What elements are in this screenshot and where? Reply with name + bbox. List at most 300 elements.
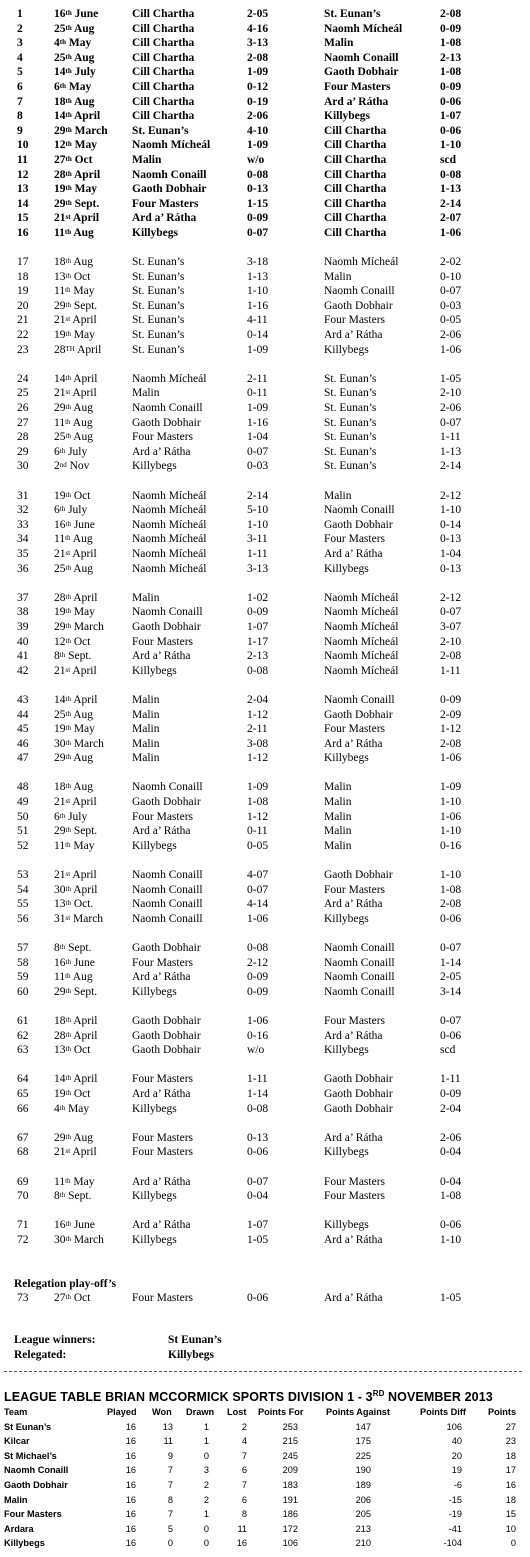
date-day: 18	[54, 1014, 66, 1027]
fixture-number: 23	[17, 343, 29, 356]
points-against: 225	[355, 1450, 371, 1461]
date-day: 27	[54, 153, 66, 166]
away-team: Ard a’ Rátha	[324, 95, 389, 108]
fixture-row	[0, 620, 530, 635]
home-team: Naomh Mícheál	[132, 547, 207, 560]
away-score: 0-07	[440, 942, 462, 954]
fixture-row	[0, 824, 530, 839]
fixture-row	[0, 503, 530, 518]
date-suffix: th	[65, 1088, 71, 1097]
home-team: St. Eunan’s	[132, 270, 185, 283]
fixture-number: 12	[17, 168, 29, 181]
away-score: 1-05	[440, 1292, 462, 1305]
won: 7	[167, 1465, 173, 1476]
home-score: 0-07	[247, 226, 269, 239]
away-score: scd	[440, 1044, 456, 1057]
away-score: 2-10	[440, 635, 462, 648]
home-team: Naomh Mícheál	[132, 489, 207, 502]
home-team: Killybegs	[132, 664, 177, 677]
points-diff: -6	[453, 1479, 462, 1490]
away-score: 1-10	[440, 796, 462, 809]
home-team: St. Eunan’s	[132, 343, 185, 356]
home-score: 0-08	[247, 942, 269, 954]
date-month: April	[72, 664, 97, 677]
date-day: 28	[54, 168, 66, 181]
fixture-number: 29	[17, 445, 29, 458]
fixture-date	[54, 95, 94, 110]
fixture-date	[54, 153, 93, 168]
date-suffix: st	[65, 213, 71, 222]
away-team: Naomh Conaill	[324, 51, 399, 64]
fixture-row	[0, 1014, 530, 1029]
fixture-date	[54, 343, 101, 358]
away-team: St. Eunan’s	[324, 372, 377, 385]
points-for: 253	[282, 1421, 298, 1432]
header-points-against: Points Against	[326, 1407, 390, 1417]
winners-value: St Eunan’s	[168, 1334, 222, 1346]
played: 16	[125, 1523, 136, 1534]
fixture-number: 70	[17, 1190, 29, 1203]
team-name: Kilcar	[4, 1436, 30, 1447]
fixture-row	[0, 430, 530, 445]
fixture-date	[54, 941, 91, 956]
home-team: Killybegs	[132, 226, 179, 239]
fixture-date	[54, 401, 93, 416]
fixture-group	[0, 1218, 530, 1247]
fixture-group	[0, 1014, 530, 1058]
fixture-number: 10	[17, 139, 29, 152]
away-score: 2-10	[440, 387, 462, 400]
date-suffix: th	[65, 957, 71, 966]
group-spacer	[0, 241, 530, 256]
fixture-row	[0, 22, 530, 37]
date-suffix: th	[65, 125, 72, 134]
away-team: Four Masters	[324, 1175, 386, 1188]
home-score: w/o	[247, 1044, 265, 1057]
date-suffix: nd	[59, 461, 67, 470]
fixture-row	[0, 401, 530, 416]
home-score: 0-03	[247, 460, 269, 473]
fixture-date	[54, 138, 97, 153]
fixture-date	[54, 270, 90, 285]
date-suffix: th	[65, 1030, 71, 1039]
away-team: St. Eunan’s	[324, 387, 377, 400]
date-month: Oct	[74, 153, 93, 166]
fixture-row	[0, 912, 530, 927]
away-team: Cill Chartha	[324, 226, 387, 239]
home-team: Naomh Conaill	[132, 898, 203, 911]
home-score: 0-08	[247, 168, 269, 181]
group-spacer	[0, 1247, 530, 1262]
fixture-date	[54, 197, 99, 212]
fixture-number: 54	[17, 883, 29, 896]
away-score: 3-14	[440, 985, 462, 998]
played: 16	[125, 1465, 136, 1476]
away-score: 2-06	[440, 1131, 462, 1144]
date-day: 8	[54, 650, 60, 663]
league-table-row	[0, 1480, 530, 1495]
date-suffix: th	[65, 52, 72, 61]
fixture-date	[54, 708, 93, 723]
away-team: Naomh Mícheál	[324, 606, 399, 619]
date-month: Aug	[73, 1131, 94, 1144]
fixture-group	[0, 489, 530, 577]
fixture-group	[0, 1131, 530, 1160]
home-team: St. Eunan’s	[132, 299, 185, 312]
home-team: Cill Chartha	[132, 37, 195, 50]
home-team: St. Eunan’s	[132, 256, 185, 269]
lost: 7	[241, 1479, 247, 1490]
home-team: Killybegs	[132, 839, 177, 852]
home-team: Gaoth Dobhair	[132, 620, 201, 633]
date-suffix: th	[65, 782, 71, 791]
fixture-row	[0, 372, 530, 387]
fixture-number: 58	[17, 956, 29, 969]
fixture-number: 67	[17, 1131, 29, 1144]
fixture-row	[0, 153, 530, 168]
date-suffix: th	[65, 140, 72, 149]
home-team: Malin	[132, 708, 160, 721]
fixture-row	[0, 518, 530, 533]
home-score: 1-09	[247, 139, 269, 152]
fixture-date	[54, 313, 97, 328]
date-day: 29	[54, 299, 66, 312]
away-team: Naomh Conaill	[324, 956, 395, 969]
fixture-row	[0, 547, 530, 562]
fixture-number: 6	[17, 80, 23, 93]
away-team: Naomh Mícheál	[324, 256, 399, 269]
away-team: Malin	[324, 781, 352, 794]
fixture-date	[54, 1014, 97, 1029]
date-day: 29	[54, 402, 66, 415]
fixture-date	[54, 255, 93, 270]
lost: 2	[241, 1421, 247, 1432]
date-suffix: th	[59, 1103, 66, 1112]
fixture-number: 13	[17, 183, 29, 196]
team-name: Killybegs	[4, 1538, 45, 1549]
date-suffix: th	[65, 23, 72, 32]
date-month: July	[68, 445, 88, 458]
home-team: Ard a’ Rátha	[132, 445, 191, 458]
fixture-date	[54, 503, 87, 518]
points-diff: -104	[443, 1538, 462, 1549]
fixture-row	[0, 708, 530, 723]
fixture-row	[0, 109, 530, 124]
away-team: Naomh Mícheál	[324, 650, 399, 663]
fixture-date	[54, 386, 97, 401]
fixture-number: 53	[17, 869, 29, 882]
fixture-number: 34	[17, 533, 29, 546]
away-team: Gaoth Dobhair	[324, 1087, 393, 1100]
date-month: Aug	[73, 781, 94, 794]
header-points-for: Points For	[258, 1407, 304, 1417]
away-team: Killybegs	[324, 110, 371, 123]
fixture-row	[0, 7, 530, 22]
drawn: 1	[203, 1509, 209, 1520]
date-month: April	[73, 1014, 98, 1027]
fixture-row	[0, 1145, 530, 1160]
away-score: 2-04	[440, 1102, 462, 1115]
points: 18	[505, 1450, 516, 1461]
date-suffix: th	[65, 490, 71, 499]
group-spacer	[0, 1160, 530, 1175]
date-day: 25	[54, 51, 66, 64]
fixture-date	[54, 489, 90, 504]
away-team: Ard a’ Rátha	[324, 737, 383, 750]
home-team: Naomh Conaill	[132, 781, 203, 794]
home-score: 3-13	[247, 562, 269, 575]
fixture-number: 11	[17, 153, 28, 166]
away-score: 2-06	[440, 402, 462, 415]
lost: 7	[241, 1450, 247, 1461]
date-suffix: st	[65, 315, 71, 324]
away-team: Gaoth Dobhair	[324, 1102, 393, 1115]
date-day: 18	[54, 781, 66, 794]
date-month: July	[74, 66, 96, 79]
date-month: May	[68, 80, 92, 93]
won: 11	[163, 1436, 173, 1447]
date-suffix: th	[65, 330, 71, 339]
date-month: April	[73, 693, 98, 706]
away-score: 0-06	[440, 95, 462, 108]
date-month: Aug	[72, 971, 93, 984]
fixture-row	[0, 1043, 530, 1058]
date-month: April	[72, 796, 97, 809]
fixture-number: 35	[17, 547, 29, 560]
fixture-number: 21	[17, 314, 29, 327]
home-team: Naomh Conaill	[132, 912, 203, 925]
fixture-number: 5	[17, 66, 23, 79]
fixture-number: 14	[17, 197, 29, 210]
date-day: 19	[54, 723, 66, 736]
date-day: 16	[54, 8, 66, 20]
home-team: Killybegs	[132, 1190, 177, 1203]
home-score: 0-09	[247, 212, 269, 225]
home-team: Killybegs	[132, 460, 177, 473]
away-score: 0-05	[440, 314, 462, 327]
date-month: Nov	[69, 460, 90, 473]
fixture-number: 50	[17, 810, 29, 823]
date-day: 13	[54, 1044, 66, 1057]
points-against: 189	[355, 1479, 371, 1490]
date-month: March	[74, 124, 108, 137]
date-suffix: th	[65, 198, 72, 207]
group-spacer	[0, 853, 530, 868]
away-score: scd	[440, 153, 456, 166]
fixture-row	[0, 343, 530, 358]
home-team: Four Masters	[132, 956, 194, 969]
points-against: 210	[355, 1538, 371, 1549]
fixture-number: 42	[17, 664, 29, 677]
fixture-row	[0, 1029, 530, 1044]
home-score: 0-13	[247, 1131, 269, 1144]
date-suffix: st	[65, 870, 71, 879]
home-team: St. Eunan’s	[132, 124, 189, 137]
fixture-number: 44	[17, 708, 29, 721]
points-for: 183	[282, 1479, 298, 1490]
date-suffix: st	[65, 913, 71, 922]
team-name: Ardara	[4, 1523, 34, 1534]
played: 16	[125, 1509, 136, 1520]
date-suffix: th	[65, 592, 71, 601]
fixture-date	[54, 883, 97, 898]
points-diff: -19	[448, 1509, 462, 1520]
date-day: 29	[54, 1131, 66, 1144]
fixture-number: 32	[17, 504, 29, 517]
home-score: 0-16	[247, 1029, 269, 1042]
date-suffix: th	[59, 505, 66, 514]
date-day: 19	[54, 606, 66, 619]
date-suffix: th	[65, 169, 72, 178]
home-team: Naomh Mícheál	[132, 518, 207, 531]
fixture-number: 28	[17, 431, 29, 444]
fixture-row	[0, 197, 530, 212]
fixture-group	[0, 868, 530, 926]
date-suffix: st	[65, 388, 71, 397]
date-suffix: th	[65, 300, 71, 309]
home-team: Cill Chartha	[132, 66, 195, 79]
fixture-number: 22	[17, 329, 29, 342]
date-month: Oct	[73, 1292, 91, 1305]
date-month: June	[73, 956, 95, 969]
points: 15	[505, 1509, 516, 1520]
away-score: 1-14	[440, 956, 462, 969]
date-day: 12	[54, 139, 66, 152]
date-day: 14	[54, 110, 66, 123]
away-team: Ard a’ Rátha	[324, 329, 383, 342]
date-day: 4	[54, 1102, 60, 1115]
date-day: 29	[54, 197, 66, 210]
away-team: Gaoth Dobhair	[324, 299, 393, 312]
fixture-row	[0, 868, 530, 883]
home-team: St. Eunan’s	[132, 314, 185, 327]
home-team: Ard a’ Rátha	[132, 1175, 191, 1188]
date-month: Aug	[73, 402, 94, 415]
away-score: 0-06	[440, 912, 462, 925]
fixture-date	[54, 1218, 95, 1233]
home-score: 1-08	[247, 796, 269, 809]
away-score: 0-07	[440, 416, 462, 429]
group-spacer	[0, 576, 530, 591]
home-team: Ard a’ Rátha	[132, 1219, 191, 1232]
date-month: May	[73, 329, 95, 342]
team-name: St Michael’s	[4, 1450, 57, 1461]
date-day: 29	[54, 985, 66, 998]
date-month: Sept.	[73, 985, 98, 998]
away-team: Cill Chartha	[324, 153, 387, 166]
date-day: 6	[54, 80, 60, 93]
date-month: May	[73, 839, 95, 852]
fixture-row	[0, 591, 530, 606]
fixture-date	[54, 868, 97, 883]
fixture-group	[0, 255, 530, 357]
date-month: April	[73, 168, 101, 181]
points-against: 175	[355, 1436, 371, 1447]
date-day: 25	[54, 562, 66, 575]
home-score: 0-08	[247, 664, 269, 677]
date-month: April	[73, 372, 98, 385]
fixture-date	[54, 430, 93, 445]
fixture-row	[0, 1218, 530, 1233]
home-team: Naomh Conaill	[132, 883, 203, 896]
away-score: 1-11	[440, 664, 461, 677]
fixture-number: 60	[17, 985, 29, 998]
away-score: 1-10	[440, 1233, 462, 1246]
fixture-date	[54, 36, 91, 51]
date-month: Aug	[73, 431, 94, 444]
date-day: 18	[54, 256, 66, 269]
fixture-number: 17	[17, 256, 29, 269]
won: 7	[167, 1509, 173, 1520]
home-team: Cill Chartha	[132, 110, 195, 123]
league-table-title: LEAGUE TABLE BRIAN MCCORMICK SPORTS DIVISION 1 - 3RD NOVEMBER 2013	[4, 1389, 493, 1404]
away-team: Four Masters	[324, 533, 386, 546]
date-day: 16	[54, 518, 66, 531]
fixture-date	[54, 722, 95, 737]
away-team: Cill Chartha	[324, 139, 387, 152]
date-day: 29	[54, 752, 66, 765]
fixture-date	[54, 664, 97, 679]
group-spacer	[0, 1116, 530, 1131]
fixture-number: 39	[17, 620, 29, 633]
away-score: 1-10	[440, 825, 462, 838]
date-day: 30	[54, 737, 66, 750]
fixture-number: 46	[17, 737, 29, 750]
fixture-number: 9	[17, 124, 23, 137]
date-month: March	[73, 912, 104, 925]
league-table-row	[0, 1509, 530, 1524]
home-score: 1-05	[247, 1233, 269, 1246]
fixture-row	[0, 211, 530, 226]
fixture-date	[54, 1189, 91, 1204]
fixture-date	[54, 970, 93, 985]
won: 8	[167, 1494, 173, 1505]
lost: 8	[241, 1509, 247, 1520]
fixture-number: 27	[17, 416, 29, 429]
header-team: Team	[4, 1407, 28, 1417]
date-month: Sept.	[73, 825, 98, 838]
away-team: Naomh Mícheál	[324, 620, 399, 633]
date-suffix: th	[65, 67, 72, 76]
date-month: April	[73, 883, 98, 896]
relegation-heading-text: Relegation play-off’s	[14, 1277, 117, 1290]
home-team: Four Masters	[132, 1073, 194, 1086]
away-score: 0-13	[440, 562, 462, 575]
away-team: Malin	[324, 796, 352, 809]
fixture-number: 26	[17, 402, 29, 415]
home-score: 2-05	[247, 8, 269, 20]
away-score: 0-04	[440, 1175, 462, 1188]
fixture-row	[0, 313, 530, 328]
fixture-date	[54, 328, 95, 343]
away-team: Four Masters	[324, 1190, 386, 1203]
away-score: 0-07	[440, 1014, 462, 1027]
away-score: 1-10	[440, 869, 462, 882]
home-score: 0-14	[247, 329, 269, 342]
date-month: Oct	[73, 1044, 91, 1057]
played: 16	[125, 1450, 136, 1461]
home-team: Ard a’ Rátha	[132, 825, 191, 838]
date-day: 4	[54, 37, 60, 50]
date-suffix: th	[65, 1074, 71, 1083]
home-team: Naomh Mícheál	[132, 504, 207, 517]
fixture-row	[0, 36, 530, 51]
date-day: 8	[54, 1190, 60, 1203]
fixture-date	[54, 605, 95, 620]
away-team: Naomh Mícheál	[324, 664, 399, 677]
home-score: 1-12	[247, 708, 269, 721]
date-suffix: th	[65, 257, 71, 266]
